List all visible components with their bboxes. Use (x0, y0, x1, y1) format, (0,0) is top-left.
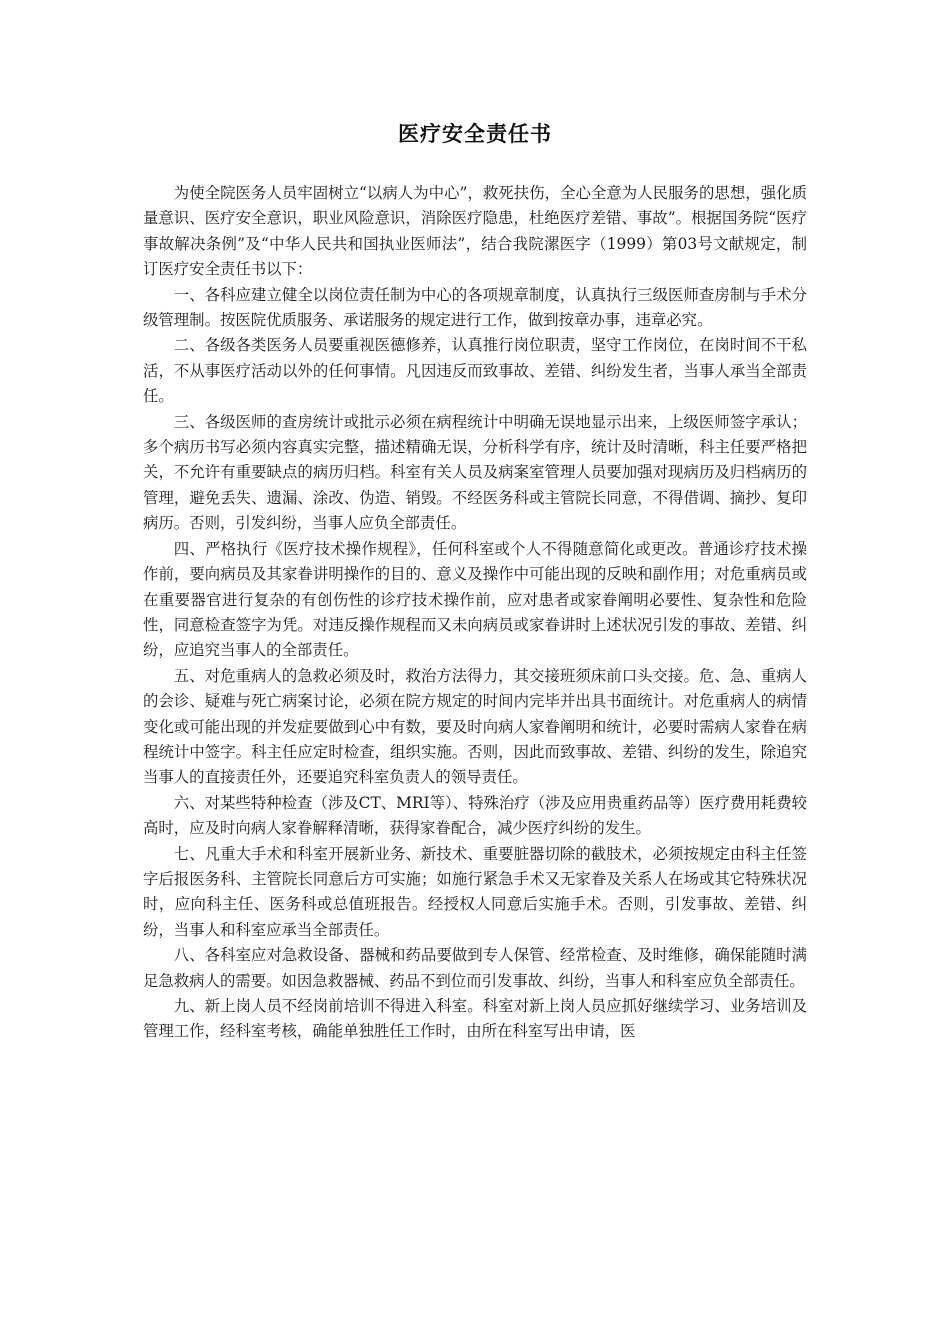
intro-paragraph: 为使全院医务人员牢固树立“以病人为中心”，救死扶伤，全心全意为人民服务的思想，强化质量意识、医疗安全意识，职业风险意识，消除医疗隐患，杜绝医疗差错、事故”。根据国务院“医疗事故解决条例”及“中华人民共和国执业医师法”，结合我院漯医字（1999）第03号文献规定，制订医疗安全责任书以下： (143, 184, 807, 279)
document-body (143, 181, 807, 1045)
clause-1-paragraph: 一、各科应建立健全以岗位责任制为中心的各项规章制度，认真执行三级医师查房制与手术分级管理制。按医院优质服务、承诺服务的规定进行工作，做到按章办事，违章必究。 (143, 285, 807, 330)
clause-3-paragraph: 三、各级医师的查房统计或批示必须在病程统计中明确无误地显示出来，上级医师签字承认；多个病历书写必须内容真实完整，描述精确无误，分析科学有序，统计及时清晰，科主任要严格把关，不允许有重要缺点的病历归档。科室有关人员及病案室管理人员要加强对现病历及归档病历的管理，避免丢失、遗漏、涂改、伪造、销毁。不经医务科或主管院长同意，不得借调、摘抄、复印病历。否则，引发纠纷，当事人应负全部责任。 (143, 412, 807, 533)
clause-8-paragraph: 八、各科室应对急救设备、器械和药品要做到专人保管、经常检查、及时维修，确保能随时满足急救病人的需要。如因急救器械、药品不到位而引发事故、纠纷，当事人和科室应负全部责任。 (143, 946, 807, 990)
clause-4-paragraph: 四、严格执行《医疗技术操作规程》，任何科室或个人不得随意简化或更改。普通诊疗技术操作前，要向病员及其家眷讲明操作的目的、意义及操作中可能出现的反映和副作用；对危重病员或在重要器官进行复杂的有创伤性的诊疗技术操作前，应对患者或家眷阐明必要性、复杂性和危险性，同意检查签字为凭。对违反操作规程而又未向病员或家眷讲时上述状况引发的事故、差错、纠纷，应追究当事人的全部责任。 (143, 539, 807, 660)
clause-2-paragraph: 二、各级各类医务人员要重视医德修养，认真推行岗位职责，坚守工作岗位，在岗时间不干私活，不从事医疗活动以外的任何事情。凡因违反而致事故、差错、纠纷发生者，当事人承当全部责任。 (143, 336, 807, 406)
clause-9-paragraph: 九、新上岗人员不经岗前培训不得进入科室。科室对新上岗人员应抓好继续学习、业务培训及管理工作，经科室考核，确能单独胜任工作时，由所在科室写出申请，医 (143, 997, 807, 1041)
clause-6-paragraph: 六、对某些特种检查（涉及CT、MRI等）、特殊治疗（涉及应用贵重药品等）医疗费用耗费较高时，应及时向病人家眷解释清晰，获得家眷配合，减少医疗纠纷的发生。 (143, 793, 807, 838)
clause-7-paragraph: 七、凡重大手术和科室开展新业务、新技术、重要脏器切除的截肢术，必须按规定由科主任签字后报医务科、主管院长同意后方可实施；如施行紧急手术又无家眷及关系人在场或其它特殊状况时，应向科主任、医务科或总值班报告。经授权人同意后实施手术。否则，引发事故、差错、纠纷，当事人和科室应承当全部责任。 (143, 844, 807, 939)
clause-5-paragraph: 五、对危重病人的急救必须及时，救治方法得力，其交接班须床前口头交接。危、急、重病人的会诊、疑难与死亡病案讨论，必须在院方规定的时间内完毕并出具书面统计。对危重病人的病情变化或可能出现的并发症要做到心中有数，要及时向病人家眷阐明和统计，必要时需病人家眷在病程统计中签字。科主任应定时检查，组织实施。否则，因此而致事故、差错、纠纷的发生，除追究当事人的直接责任外，还要追究科室负责人的领导责任。 (143, 666, 807, 787)
document-title: 医疗安全责任书 (398, 121, 552, 146)
